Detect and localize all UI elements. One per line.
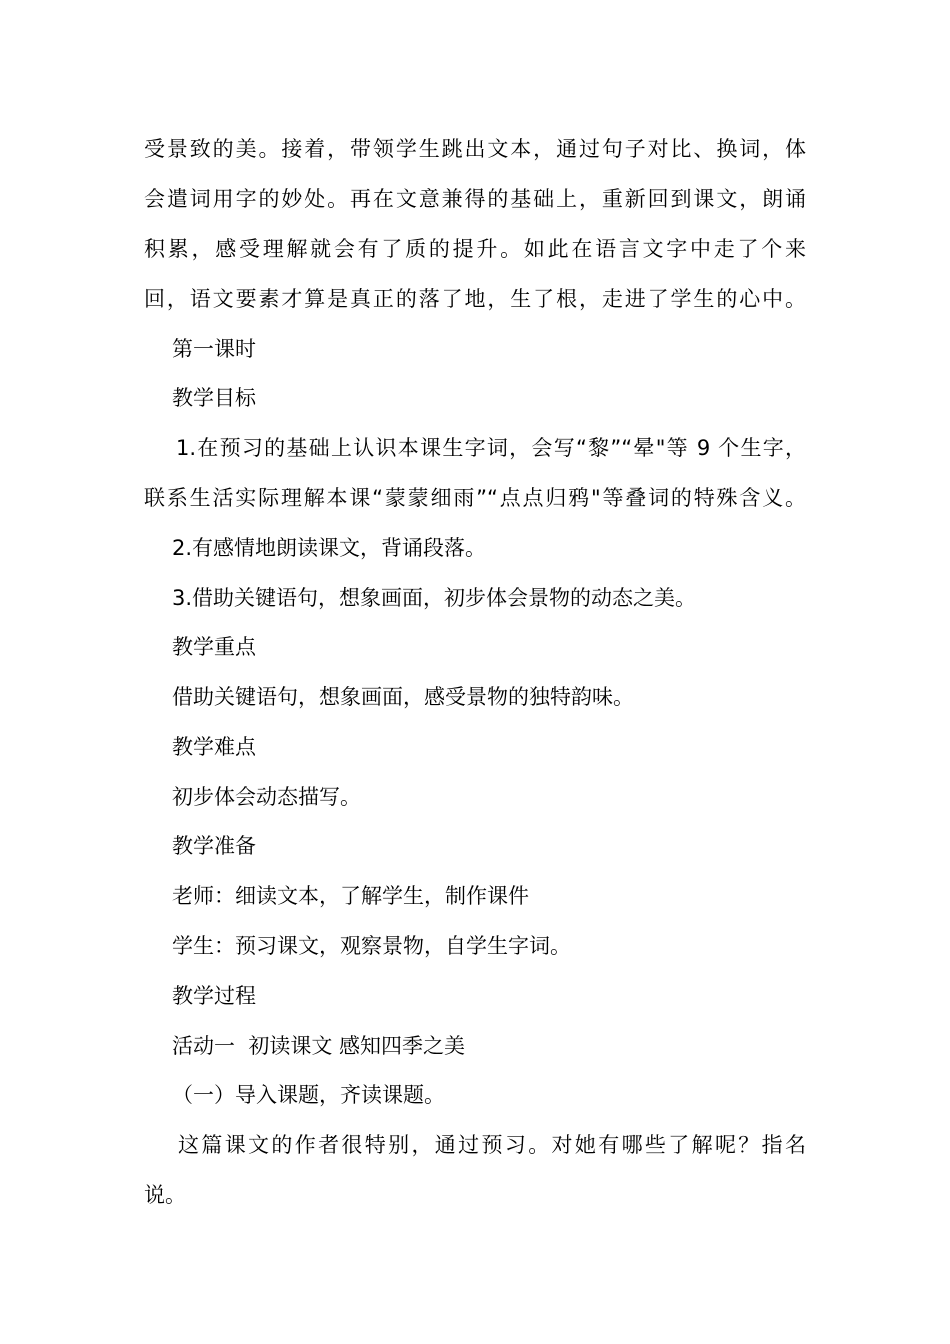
preparation-heading: 教学准备	[172, 834, 256, 858]
objective-2: 2.有感情地朗读课文，背诵段落。	[172, 536, 487, 560]
key-points-text: 借助关键语句，想象画面，感受景物的独特韵味。	[172, 685, 634, 709]
key-points-heading: 教学重点	[172, 635, 256, 659]
activity-1-title: 活动一 初读课文 感知四季之美	[172, 1034, 466, 1058]
objective-1-line-1: 1.在预习的基础上认识本课生字词，会写“黎”“晕"等 9 个生字，	[176, 436, 806, 460]
objectives-heading: 教学目标	[172, 386, 256, 410]
difficulty-heading: 教学难点	[172, 735, 256, 759]
step-1-text-line-1: 这篇课文的作者很特别，通过预习。对她有哪些了解呢？指名	[178, 1133, 806, 1157]
intro-paragraph-line-4: 回，语文要素才算是真正的落了地，生了根，走进了学生的心中。	[144, 287, 806, 311]
intro-paragraph-line-3: 积累，感受理解就会有了质的提升。如此在语言文字中走了个来	[144, 237, 806, 261]
objective-1-line-2: 联系生活实际理解本课“蒙蒙细雨”“点点归鸦"等叠词的特殊含义。	[144, 486, 806, 510]
intro-paragraph-line-1: 受景致的美。接着，带领学生跳出文本，通过句子对比、换词，体	[144, 137, 806, 161]
preparation-teacher: 老师：细读文本，了解学生，制作课件	[172, 884, 529, 908]
intro-paragraph-line-2: 会遣词用字的妙处。再在文意兼得的基础上，重新回到课文，朗诵	[144, 187, 806, 211]
lesson-title: 第一课时	[172, 337, 256, 361]
objective-3: 3.借助关键语句，想象画面，初步体会景物的动态之美。	[172, 586, 697, 610]
process-heading: 教学过程	[172, 984, 256, 1008]
step-1-text-line-2: 说。	[144, 1183, 186, 1207]
step-1-heading: （一）导入课题，齐读课题。	[172, 1083, 445, 1107]
difficulty-text: 初步体会动态描写。	[172, 785, 361, 809]
preparation-student: 学生：预习课文，观察景物，自学生字词。	[172, 934, 571, 958]
